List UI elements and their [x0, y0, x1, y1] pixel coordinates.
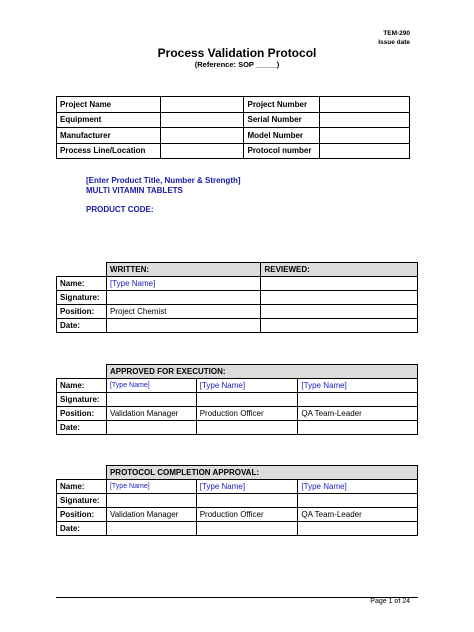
process-line-field[interactable] [160, 143, 244, 159]
approver-position-field[interactable]: QA Team-Leader [298, 407, 418, 421]
product-title-placeholder[interactable]: [Enter Product Title, Number & Strength] [86, 176, 241, 185]
approver-name-field[interactable]: [Type Name] [106, 379, 196, 393]
corner-cell [57, 466, 107, 480]
project-name-field[interactable] [160, 97, 244, 113]
table-row [57, 277, 418, 291]
written-position-field[interactable]: Project Chemist [106, 305, 260, 319]
written-reviewed-table [56, 262, 418, 333]
approver-position-field[interactable]: Production Officer [196, 407, 298, 421]
info-label: Model Number [244, 128, 320, 144]
written-date-field[interactable] [106, 319, 260, 333]
sop-reference: (Reference: SOP _____) [194, 60, 280, 69]
info-label: Project Number [244, 97, 320, 113]
footer-divider [56, 597, 418, 598]
table-row [57, 365, 418, 379]
issue-date: Issue date [378, 39, 410, 46]
reviewed-name-field[interactable] [261, 277, 418, 291]
page-title: Process Validation Protocol [157, 46, 317, 60]
manufacturer-field[interactable] [160, 128, 244, 144]
completion-header: PROTOCOL COMPLETION APPROVAL: [106, 466, 417, 480]
table-row [57, 494, 418, 508]
approver-signature-field[interactable] [298, 393, 418, 407]
completion-name-field[interactable]: [Type Name] [298, 480, 418, 494]
table-row [57, 143, 410, 159]
row-label: Date: [57, 421, 107, 435]
table-row [57, 263, 418, 277]
row-label: Date: [57, 319, 107, 333]
table-row [57, 407, 418, 421]
approver-date-field[interactable] [106, 421, 196, 435]
equipment-field[interactable] [160, 112, 244, 128]
project-info-table [56, 96, 410, 159]
table-row [57, 421, 418, 435]
table-row [57, 480, 418, 494]
protocol-completion-table [56, 465, 418, 536]
approver-signature-field[interactable] [196, 393, 298, 407]
reviewed-header: REVIEWED: [261, 263, 418, 277]
written-name-field[interactable]: [Type Name] [106, 277, 260, 291]
table-row [57, 508, 418, 522]
reviewed-signature-field[interactable] [261, 291, 418, 305]
row-label: Name: [57, 379, 107, 393]
completion-date-field[interactable] [196, 522, 298, 536]
info-label: Manufacturer [57, 128, 161, 144]
info-label: Serial Number [244, 112, 320, 128]
protocol-number-field[interactable] [320, 143, 410, 159]
completion-signature-field[interactable] [196, 494, 298, 508]
completion-position-field[interactable]: Production Officer [196, 508, 298, 522]
approver-signature-field[interactable] [106, 393, 196, 407]
approved-header: APPROVED FOR EXECUTION: [106, 365, 417, 379]
row-label: Position: [57, 407, 107, 421]
row-label: Name: [57, 480, 107, 494]
info-label: Project Name [57, 97, 161, 113]
completion-name-field[interactable]: [Type Name] [196, 480, 298, 494]
approver-name-field[interactable]: [Type Name] [298, 379, 418, 393]
row-label: Name: [57, 277, 107, 291]
table-row [57, 97, 410, 113]
project-number-field[interactable] [320, 97, 410, 113]
completion-signature-field[interactable] [106, 494, 196, 508]
reviewed-position-field[interactable] [261, 305, 418, 319]
info-label: Protocol number [244, 143, 320, 159]
table-row [57, 393, 418, 407]
table-row [57, 522, 418, 536]
completion-position-field[interactable]: QA Team-Leader [298, 508, 418, 522]
written-signature-field[interactable] [106, 291, 260, 305]
product-name: MULTI VITAMIN TABLETS [86, 186, 183, 195]
completion-date-field[interactable] [298, 522, 418, 536]
approver-name-field[interactable]: [Type Name] [196, 379, 298, 393]
page-number: Page 1 of 24 [370, 598, 410, 605]
table-row [57, 466, 418, 480]
table-row [57, 379, 418, 393]
table-row [57, 112, 410, 128]
row-label: Signature: [57, 393, 107, 407]
corner-cell [57, 263, 107, 277]
row-label: Date: [57, 522, 107, 536]
template-code: TEM-290 [383, 30, 410, 37]
info-label: Equipment [57, 112, 161, 128]
table-row [57, 128, 410, 144]
model-number-field[interactable] [320, 128, 410, 144]
product-code-label: PRODUCT CODE: [86, 205, 154, 214]
approver-position-field[interactable]: Validation Manager [106, 407, 196, 421]
approver-date-field[interactable] [196, 421, 298, 435]
approved-for-execution-table [56, 364, 418, 435]
row-label: Position: [57, 305, 107, 319]
row-label: Signature: [57, 291, 107, 305]
table-row [57, 319, 418, 333]
completion-name-field[interactable]: [Type Name] [106, 480, 196, 494]
written-header: WRITTEN: [106, 263, 260, 277]
serial-number-field[interactable] [320, 112, 410, 128]
table-row [57, 291, 418, 305]
completion-date-field[interactable] [106, 522, 196, 536]
row-label: Position: [57, 508, 107, 522]
info-label: Process Line/Location [57, 143, 161, 159]
completion-signature-field[interactable] [298, 494, 418, 508]
table-row [57, 305, 418, 319]
approver-date-field[interactable] [298, 421, 418, 435]
completion-position-field[interactable]: Validation Manager [106, 508, 196, 522]
corner-cell [57, 365, 107, 379]
row-label: Signature: [57, 494, 107, 508]
reviewed-date-field[interactable] [261, 319, 418, 333]
